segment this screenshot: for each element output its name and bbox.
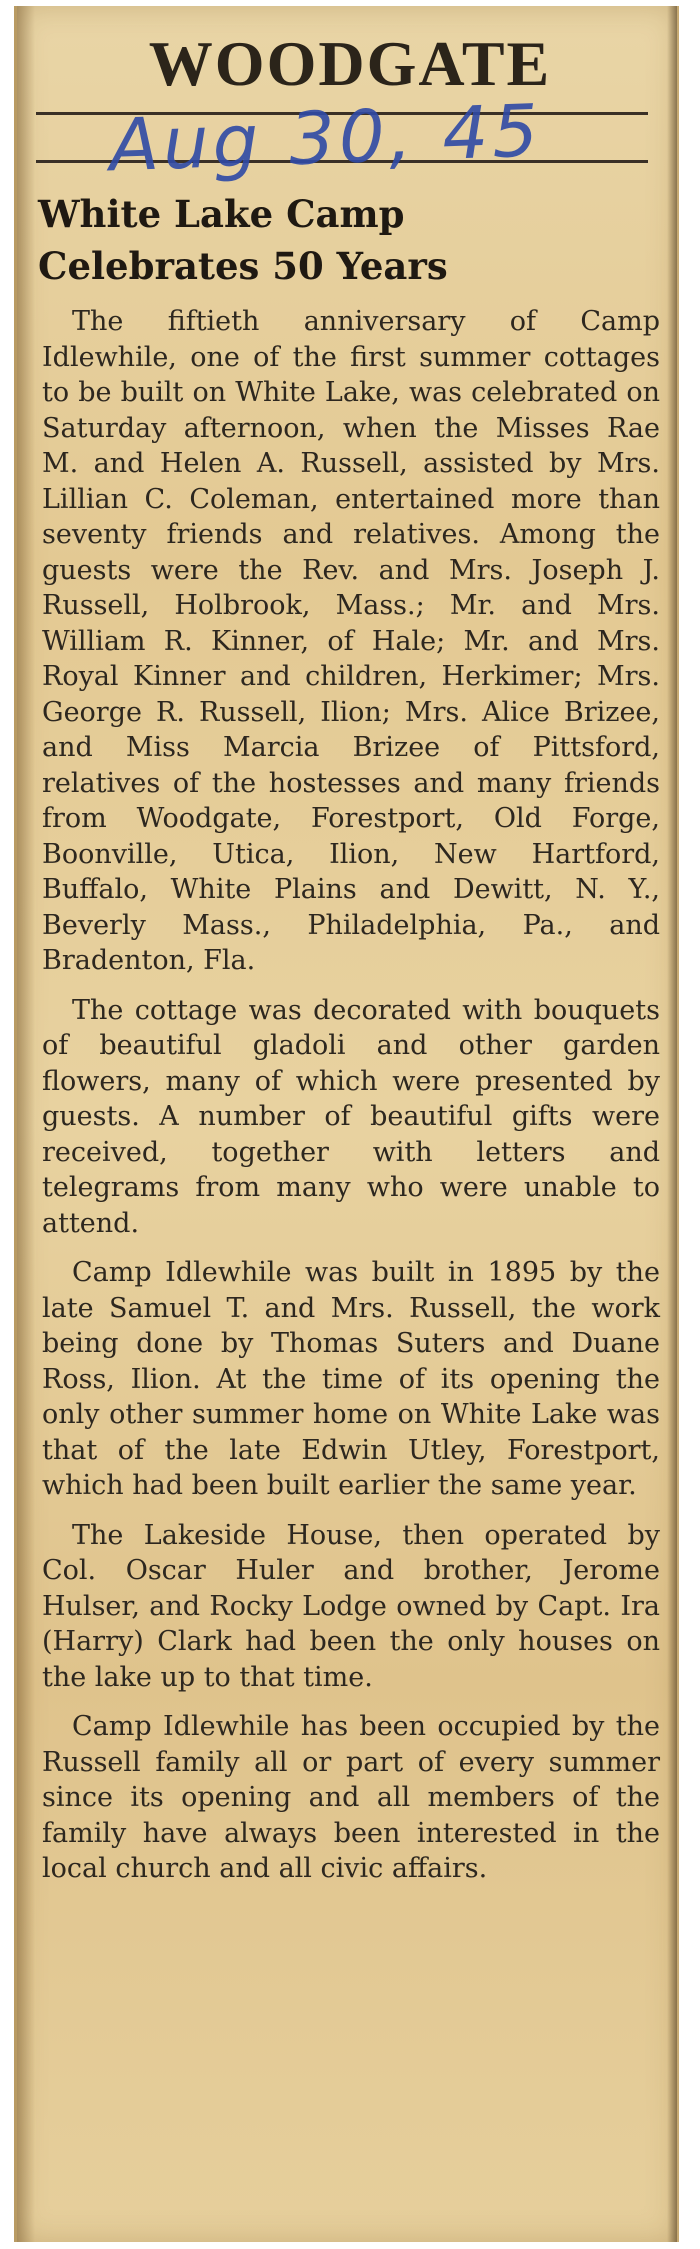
article-paragraph: Camp Idlewhile was built in 1895 by the late Samuel T. and Mrs. Russell, the work being done by Thomas Suters and Duane Ross, Ilion. At the time of its opening the only other summer home on White Lake was that of the late Edwin Utley, Forestport, which had been built earlier the same year. — [42, 1257, 660, 1501]
headline-line-2: Celebrates 50 Years — [38, 244, 448, 288]
article-body — [42, 304, 660, 1901]
article-paragraph: The Lakeside House, then operated by Col. Oscar Huler and brother, Jerome Hulser, and Rocky Lodge owned by Capt. Ira (Harry) Clark had been the only houses on the lake up to that time. — [42, 1519, 660, 1693]
dateline-heading: WOODGATE — [148, 28, 552, 99]
headline-line-1: White Lake Camp — [38, 192, 405, 236]
article-paragraph: The fiftieth anniversary of Camp Idlewhile, one of the first summer cottages to be built on White Lake, was celebrated on Saturday afternoon, when the Misses Rae M. and Helen A. Russell, assisted by Mrs. Lillian C. Coleman, entertained more than seventy friends and relatives. Among the guests were the Rev. and Mrs. Joseph J. Russell, Holbrook, Mass.; Mr. and Mrs. William R. Kinner, of Hale; Mr. and Mrs. Royal Kinner and children, Herkimer; Mrs. George R. Russell, Ilion; Mrs. Alice Brizee, and Miss Marcia Brizee of Pittsford, relatives of the hostesses and many friends from Woodgate, Forestport, Old Forge, Boonville, Utica, Ilion, New Hartford, Buffalo, White Plains and Dewitt, N. Y., Beverly Mass., Philadelphia, Pa., and Bradenton, Fla. — [42, 306, 660, 976]
article-headline — [38, 188, 638, 292]
article-paragraph: Camp Idlewhile has been occupied by the Russell family all or part of every summer since its opening and all members of the family have always been interested in the local church and all civic affairs. — [42, 1711, 660, 1884]
article-paragraph: The cottage was decorated with bouquets of beautiful gladoli and other garden flowers, many of which were presented by guests. A number of beautiful gifts were received, together with letters and telegrams from many who were unable to attend. — [42, 994, 660, 1239]
handwritten-date-annotation: Aug 30, 45 — [108, 88, 544, 188]
